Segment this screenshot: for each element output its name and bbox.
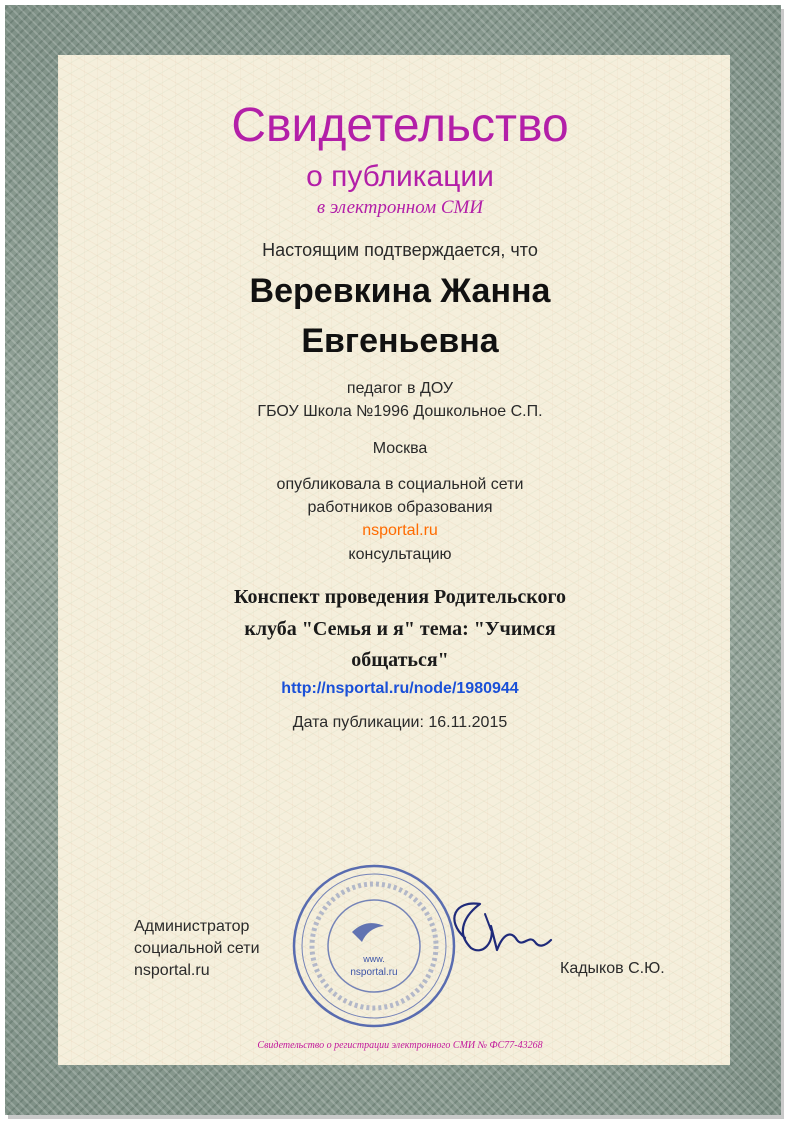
publication-date: Дата публикации: 16.11.2015 xyxy=(292,714,508,731)
certificate-subtitle: о публикации xyxy=(306,160,494,193)
published-text-line2: работников образования xyxy=(307,499,493,516)
published-text-line1: опубликовала в социальной сети xyxy=(276,476,524,493)
recipient-organization: ГБОУ Школа №1996 Дошкольное С.П. xyxy=(257,403,543,420)
work-type: консультацию xyxy=(348,546,452,563)
site-name-prefix: n xyxy=(362,522,372,539)
recipient-name-line1: Веревкина Жанна xyxy=(249,272,551,310)
signer-name: Кадыков С.Ю. xyxy=(560,960,665,977)
admin-label-line3: nsportal.ru xyxy=(134,962,210,979)
certificate-title: Свидетельство xyxy=(231,99,569,152)
registration-footer: Свидетельство о регистрации электронного СМИ № ФС77-43268 xyxy=(257,1040,543,1051)
recipient-position: педагог в ДОУ xyxy=(346,380,454,397)
site-name xyxy=(0,522,800,540)
recipient-name-line2: Евгеньевна xyxy=(301,322,499,360)
stamp-site: nsportal.ru xyxy=(350,967,398,978)
work-title-line1: Конспект проведения Родительского xyxy=(233,586,567,608)
confirm-text: Настоящим подтверждается, что xyxy=(262,240,538,260)
stamp-www: www. xyxy=(363,954,385,964)
admin-label-line2: социальной сети xyxy=(134,940,260,957)
work-title-line2: клуба "Семья и я" тема: "Учимся xyxy=(244,618,556,640)
site-name-rest: sportal.ru xyxy=(371,522,438,539)
certificate-subtitle-media: в электронном СМИ xyxy=(316,197,484,218)
handwritten-signature xyxy=(425,890,565,970)
publication-link[interactable]: http://nsportal.ru/node/1980944 xyxy=(281,680,519,697)
admin-label-line1: Администратор xyxy=(134,918,250,935)
work-title-line3: общаться" xyxy=(351,649,449,671)
recipient-city: Москва xyxy=(372,440,428,457)
